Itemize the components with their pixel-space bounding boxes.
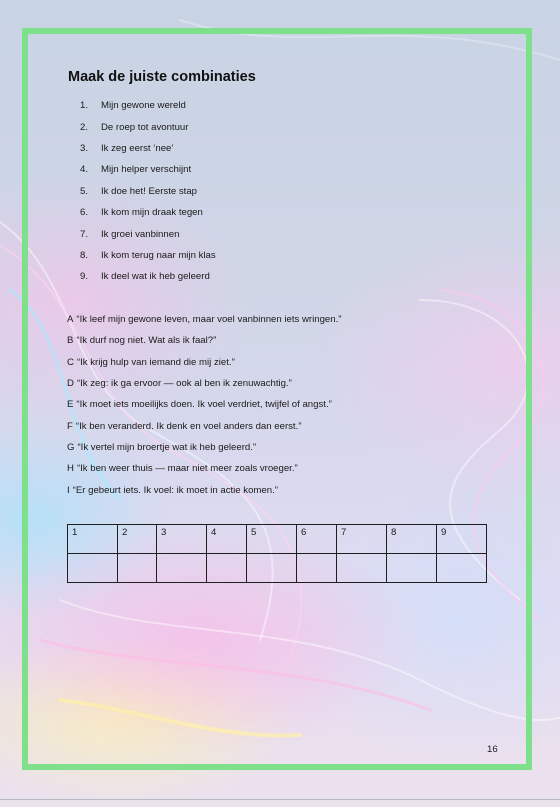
quote-text: “Ik ben weer thuis — maar niet meer zoals vroeger.” [76,463,298,475]
step-number: 4. [80,164,89,176]
answer-table-header-cell: 3 [157,525,207,554]
quote-text: “Ik ben veranderd. Ik denk en voel anders dan eerst.” [75,420,302,432]
quote-item [67,330,341,351]
quote-item [67,458,341,479]
step-text: Ik kom terug naar mijn klas [101,249,216,261]
answer-table-header-cell: 2 [118,525,157,554]
answer-table-header-cell: 8 [387,525,437,554]
answer-cell[interactable] [157,554,207,583]
quote-item [67,309,341,330]
answer-table-header-cell: 4 [207,525,247,554]
quote-letter: H [67,463,74,475]
quote-letter: E [67,399,74,411]
answer-cell[interactable] [437,554,487,583]
step-number: 3. [80,142,89,154]
step-item [80,223,216,244]
answer-cell[interactable] [118,554,157,583]
quote-text: “Ik moet iets moeilijks doen. Ik voel verdriet, twijfel of angst.” [76,399,332,411]
quote-text: “Er gebeurt iets. Ik voel: ik moet in actie komen.” [72,484,278,496]
quote-letter: G [67,441,75,453]
step-text: Mijn gewone wereld [101,100,186,112]
quote-item [67,415,341,436]
quote-letter: D [67,378,74,390]
step-text: Ik zeg eerst ‘nee’ [101,142,174,154]
quote-text: “Ik durf nog niet. Wat als ik faal?” [76,335,217,347]
answer-cell[interactable] [247,554,297,583]
hero-journey-steps-list [80,95,216,288]
step-item [80,245,216,266]
answer-cell[interactable] [207,554,247,583]
quote-text: “Ik zeg: ik ga ervoor — ook al ben ik zenuwachtig.” [76,378,292,390]
step-text: Ik kom mijn draak tegen [101,207,203,219]
answer-cell[interactable] [68,554,118,583]
answer-cell[interactable] [337,554,387,583]
quote-item [67,479,341,500]
step-item [80,138,216,159]
step-item [80,266,216,287]
quote-text: “Ik vertel mijn broertje wat ik heb geleerd.” [77,441,257,453]
step-text: Ik deel wat ik heb geleerd [101,271,210,283]
page-number: 16 [487,744,498,755]
quote-item [67,352,341,373]
step-text: Ik doe het! Eerste stap [101,185,197,197]
answer-table [67,524,487,583]
step-text: De roep tot avontuur [101,121,189,133]
quote-item [67,394,341,415]
quote-letter: C [67,356,74,368]
quote-letter: F [67,420,73,432]
step-number: 9. [80,271,89,283]
step-item [80,181,216,202]
step-number: 7. [80,228,89,240]
quote-letter: A [67,314,74,326]
step-text: Ik groei vanbinnen [101,228,180,240]
answer-table-header-cell: 1 [68,525,118,554]
step-number: 5. [80,185,89,197]
answer-table-header-cell: 5 [247,525,297,554]
step-number: 8. [80,249,89,261]
answer-table-header-cell: 7 [337,525,387,554]
quote-item [67,437,341,458]
quote-text: “Ik leef mijn gewone leven, maar voel vanbinnen iets wringen.” [76,314,342,326]
step-number: 6. [80,207,89,219]
quotes-list [67,309,341,501]
step-number: 2. [80,121,89,133]
answer-table-answer-row [68,554,487,583]
step-text: Mijn helper verschijnt [101,164,192,176]
quote-item [67,373,341,394]
answer-cell[interactable] [387,554,437,583]
page-bottom-divider [0,799,560,800]
step-item [80,202,216,223]
quote-letter: B [67,335,74,347]
answer-table-header-cell: 9 [437,525,487,554]
answer-table-header-cell: 6 [297,525,337,554]
page-title: Maak de juiste combinaties [68,69,256,85]
step-number: 1. [80,100,89,112]
step-item [80,116,216,137]
step-item [80,95,216,116]
answer-table-header-row [68,525,487,554]
quote-text: “Ik krijg hulp van iemand die mij ziet.” [76,356,235,368]
step-item [80,159,216,180]
quote-letter: I [67,484,70,496]
answer-cell[interactable] [297,554,337,583]
